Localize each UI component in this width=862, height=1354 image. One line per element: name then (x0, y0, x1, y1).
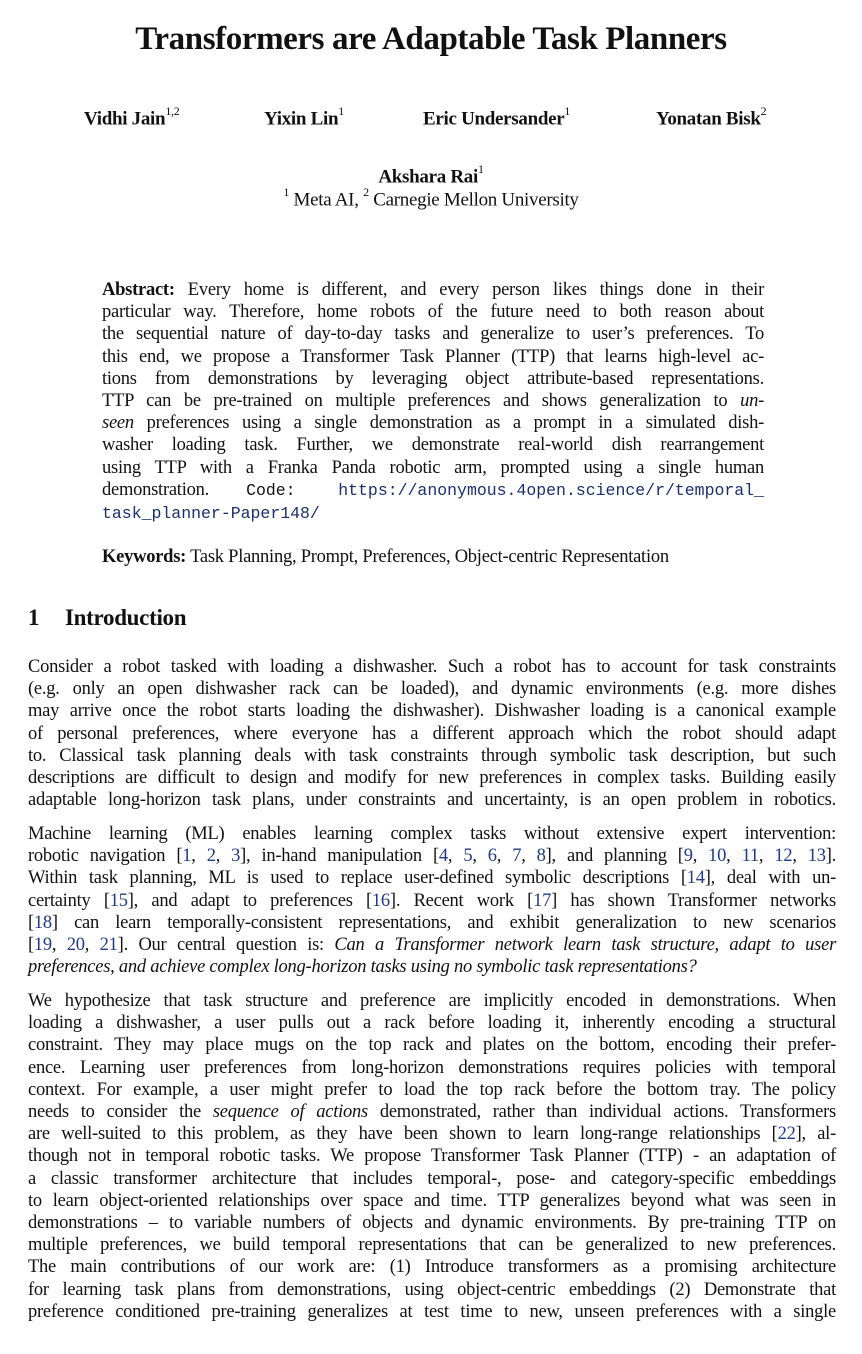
abstract-line: using TTP with a Franka Panda robotic arm, prompted using a single human (102, 457, 764, 478)
paragraph-line: robotic navigation [1, 2, 3], in-hand manipulation [4, 5, 6, 7, 8], and planning [9, 10, 11, 12, 13]. (28, 846, 837, 867)
intro-paragraph-3 (28, 990, 836, 1323)
citation-link[interactable]: 18 (33, 912, 52, 933)
citation-link[interactable]: 22 (777, 1124, 796, 1145)
paragraph-line: preference conditioned pre-training generalizes at test time to new, unseen preferences with a single (28, 1301, 836, 1322)
paragraph-line: demonstrations – to variable numbers of objects and dynamic environments. By pre-training TTP on (28, 1213, 836, 1234)
citation-link[interactable]: 17 (533, 890, 552, 911)
citation-link[interactable]: 11 (741, 846, 759, 867)
citation-link[interactable]: 13 (807, 846, 826, 867)
abstract-line: tions from demonstrations by leveraging object attribute-based representations. (102, 368, 764, 389)
citation-link[interactable]: 10 (708, 846, 727, 867)
abstract-line: seen preferences using a single demonstration as a prompt in a simulated dish- (102, 413, 764, 434)
citation-link[interactable]: 8 (536, 846, 546, 867)
author-vidhi-jain: Vidhi Jain$^{1,2}$ (84, 104, 180, 130)
abstract-line: particular way. Therefore, home robots of the future need to both reason about (102, 302, 764, 323)
intro-paragraph-2 (28, 823, 836, 978)
abstract-line (102, 502, 764, 525)
citation-link[interactable]: 5 (463, 846, 473, 867)
paragraph-line: to learn object-oriented relationships over space and time. TTP generalizes beyond what was seen in (28, 1190, 836, 1211)
central-question-continued: preferences, and achieve complex long-horizon tasks using no symbolic task representations? (28, 957, 697, 978)
keywords (102, 546, 782, 568)
paragraph-line: The main contributions of our work are: (1) Introduce transformers as a promising architecture (28, 1257, 836, 1278)
paragraph-line: ence. Learning user preferences from long-horizon demonstrations requires policies with temporal (28, 1057, 836, 1078)
paragraph-line: [18] can learn temporally-consistent representations, and exhibit generalization to new scenarios (28, 912, 836, 933)
paragraph-line: Machine learning (ML) enables learning complex tasks without extensive expert intervention: (28, 824, 836, 844)
code-label: Code: (246, 480, 339, 500)
paragraph-line: for learning task plans from demonstrations, using object-centric embeddings (2) Demonstrate that (28, 1279, 836, 1300)
abstract-line: washer loading task. Further, we demonstrate real-world dish rearrangement (102, 435, 764, 456)
citation-link[interactable]: 21 (99, 935, 118, 956)
paragraph-line: of personal preferences, where everyone has a different approach which the robot should adapt (28, 723, 836, 744)
abstract-label: Abstract: (102, 280, 175, 300)
abstract-line: this end, we propose a Transformer Task Planner (TTP) that learns high-level ac- (102, 346, 764, 367)
code-link-continued[interactable]: task_planner-Paper148/ (102, 504, 320, 524)
paragraph-line: may arrive once the robot starts loading the dishwasher). Dishwasher loading is a canonical example (28, 701, 836, 722)
citation-link[interactable]: 2 (206, 846, 216, 867)
citation-link[interactable]: 16 (371, 890, 390, 911)
paragraph-line: though not in temporal robotic tasks. We propose Transformer Task Planner (TTP) - an adaptation of (28, 1146, 836, 1167)
section-number: 1 (28, 605, 40, 630)
author-yonatan-bisk: Yonatan Bisk$^2$ (656, 104, 767, 130)
paragraph-line: multiple preferences, we build temporal representations that can be generalized to new preferences. (28, 1235, 836, 1256)
citation-link[interactable]: 3 (231, 846, 241, 867)
abstract-line: TTP can be pre-trained on multiple preferences and shows generalization to un- (102, 391, 764, 412)
code-link[interactable]: https://anonymous.4open.science/r/temporal_ (338, 480, 764, 500)
paragraph-line: needs to consider the sequence of actions demonstrated, rather than individual actions. Transformers (28, 1102, 836, 1123)
abstract-line: Abstract: Every home is different, and every person likes things done in their (102, 280, 764, 300)
citation-link[interactable]: 15 (109, 890, 128, 911)
author-eric-undersander: Eric Undersander$^1$ (423, 104, 571, 130)
paragraph-line: adaptable long-horizon task plans, under constraints and uncertainty, is an open problem in robotics. (28, 790, 836, 811)
author-akshara-rai: Akshara Rai$^1$ (378, 162, 484, 188)
abstract (102, 279, 764, 525)
citation-link[interactable]: 14 (686, 868, 705, 889)
paragraph-line: Within task planning, ML is used to replace user-defined symbolic descriptions [14], deal with un- (28, 868, 836, 889)
paragraph-line: loading a dishwasher, a user pulls out a rack before loading it, inherently encoding a structural (28, 1013, 836, 1034)
paragraph-line: are well-suited to this problem, as they have been shown to learn long-range relationships [22], al- (28, 1124, 836, 1145)
paragraph-line: Consider a robot tasked with loading a dishwasher. Such a robot has to account for task constraints (28, 657, 836, 677)
paragraph-line: to. Classical task planning deals with task constraints through symbolic task description, but such (28, 745, 836, 766)
paragraph-line: context. For example, a user might prefer to load the top rack before the bottom tray. The policy (28, 1079, 836, 1100)
citation-link[interactable]: 19 (33, 935, 52, 956)
abstract-line: the sequential nature of day-to-day tasks and generalize to user’s preferences. To (102, 324, 764, 345)
citation-link[interactable]: 20 (66, 935, 85, 956)
paper-title: Transformers are Adaptable Task Planners (135, 21, 727, 57)
abstract-line: demonstration. Code: https://anonymous.4open.science/r/temporal_ (102, 479, 764, 500)
citation-link[interactable]: 4 (438, 846, 448, 867)
author-yixin-lin: Yixin Lin$^1$ (264, 104, 344, 130)
paragraph-line: a classic transformer architecture that includes temporal-, pose- and category-specific embeddings (28, 1168, 836, 1189)
affiliations: $^1$ Meta AI, $^2$ Carnegie Mellon University (283, 185, 579, 211)
citation-link[interactable]: 1 (182, 846, 192, 867)
section-heading-introduction (28, 602, 186, 634)
citation-link[interactable]: 6 (487, 846, 497, 867)
citation-link[interactable]: 7 (512, 846, 522, 867)
paragraph-line: descriptions are difficult to design and modify for new preferences in complex tasks. Building easily (28, 768, 836, 789)
section-title: Introduction (65, 605, 187, 630)
keywords-text: Task Planning, Prompt, Preferences, Object-centric Representation (186, 547, 669, 567)
citation-link[interactable]: 12 (774, 846, 793, 867)
keywords-label: Keywords: (102, 547, 187, 567)
paragraph-line: certainty [15], and adapt to preferences [16]. Recent work [17] has shown Transformer networks (28, 890, 836, 911)
paragraph-line: [19, 20, 21]. Our central question is: Can a Transformer network learn task structure, adapt to user (28, 935, 837, 956)
intro-paragraph-1 (28, 656, 836, 811)
paragraph-line (28, 956, 836, 978)
paragraph-line: We hypothesize that task structure and preference are implicitly encoded in demonstrations. When (28, 991, 836, 1011)
citation-link[interactable]: 9 (683, 846, 693, 867)
paragraph-line: constraint. They may place mugs on the top rack and plates on the bottom, encoding their prefer- (28, 1035, 836, 1056)
author-list (0, 98, 862, 128)
paragraph-line: (e.g. only an open dishwasher rack can be loaded), and dynamic environments (e.g. more dishes (28, 679, 836, 700)
central-question: Can a Transformer network learn task structure, adapt to user (334, 935, 837, 956)
